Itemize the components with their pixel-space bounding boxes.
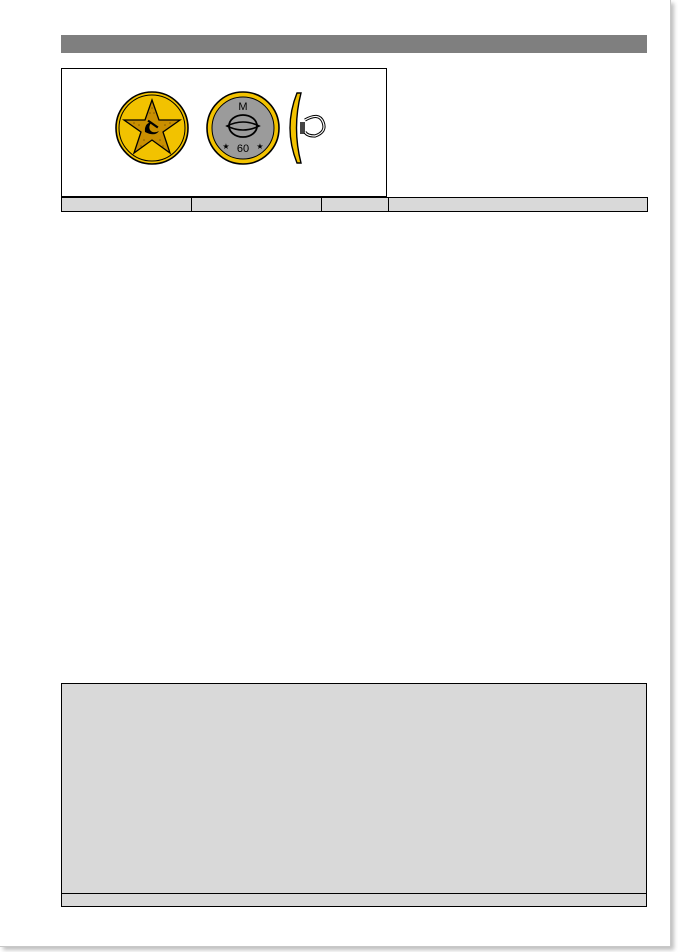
table-header-row [62, 198, 648, 212]
button-obverse-image [114, 90, 190, 166]
reverse-letter: М [238, 101, 248, 113]
header-year [322, 198, 389, 212]
reverse-date: 60 [236, 143, 250, 155]
header-stamp [192, 198, 322, 212]
star-glyph-left: ★ [222, 142, 230, 151]
button-reverse-image [205, 90, 281, 166]
varieties-table [61, 197, 648, 212]
header-manufacturer [62, 198, 192, 212]
header-varieties [389, 198, 648, 212]
star-glyph-right: ★ [256, 142, 264, 151]
notes-block [61, 683, 647, 894]
button-side-image [289, 90, 337, 166]
footer-note [61, 893, 647, 907]
page-title [61, 35, 647, 53]
